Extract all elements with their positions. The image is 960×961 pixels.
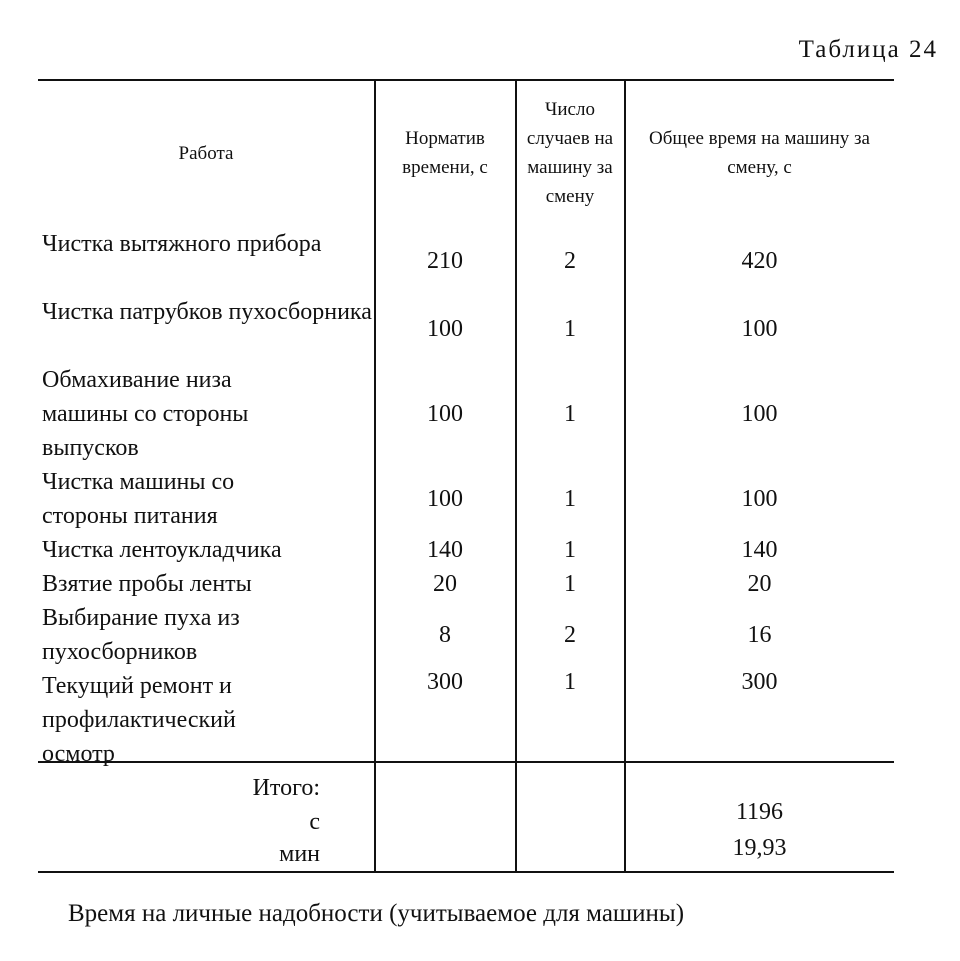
table-row: [38, 669, 894, 767]
row-work: Чистка лентоукладчика: [42, 537, 282, 563]
summary-value-seconds: 1196: [735, 799, 784, 825]
row-norm: 100: [427, 400, 463, 427]
summary-unit-seconds: с: [309, 809, 320, 835]
table-row: [38, 601, 894, 669]
row-total: 140: [741, 536, 778, 563]
row-norm: 20: [433, 570, 457, 597]
row-count: 1: [564, 315, 576, 342]
table-row: [38, 533, 894, 567]
row-total: 100: [741, 315, 778, 342]
row-total: 100: [741, 485, 778, 512]
summary-unit-minutes: мин: [279, 841, 320, 867]
table-row: [38, 295, 894, 363]
table-bottom-rule: [38, 871, 894, 873]
row-count: 1: [564, 570, 576, 597]
row-work: Взятие пробы ленты: [42, 571, 252, 597]
row-norm: 300: [427, 669, 463, 695]
summary-label: Итого:: [252, 775, 320, 801]
row-work: Текущий ремонт и профилактический осмотр: [42, 673, 236, 767]
row-count: 1: [564, 400, 576, 427]
row-count: 1: [564, 669, 576, 695]
header-work: Работа: [178, 142, 234, 164]
row-total: 100: [741, 400, 778, 427]
row-norm: 140: [427, 536, 463, 563]
summary-value-minutes: 19,93: [732, 835, 787, 861]
row-norm: 210: [427, 247, 463, 274]
row-work: Выбирание пуха из пухосборников: [42, 605, 240, 665]
row-work: Чистка машины со стороны питания: [42, 469, 235, 529]
header-norm: Норматив времени, с: [402, 128, 488, 178]
table-caption: Таблица 24: [798, 36, 938, 63]
row-total: 420: [741, 247, 778, 274]
row-total: 16: [747, 621, 772, 648]
row-norm: 100: [427, 485, 463, 512]
row-total: 300: [741, 669, 778, 695]
table-row: [38, 465, 894, 533]
row-work: Чистка патрубков пухосборника: [42, 299, 372, 325]
row-count: 2: [564, 621, 576, 648]
row-norm: 100: [427, 315, 463, 342]
row-norm: 8: [439, 621, 451, 648]
data-table: [38, 79, 894, 873]
header-count: Число случаев на машину за смену: [526, 99, 614, 207]
table-row: [38, 227, 894, 295]
body-text: Время на личные надобности (учитываемое для машины): [68, 900, 685, 927]
table-row: [38, 567, 894, 601]
row-count: 1: [564, 485, 576, 512]
row-total: 20: [747, 570, 772, 597]
row-count: 2: [564, 247, 576, 274]
row-count: 1: [564, 536, 576, 563]
table-row: [38, 363, 894, 465]
header-total: Общее время на машину за смену, с: [649, 128, 870, 178]
row-work: Чистка вытяжного прибора: [42, 231, 322, 257]
row-work: Обмахивание низа машины со стороны выпусков: [42, 367, 249, 461]
